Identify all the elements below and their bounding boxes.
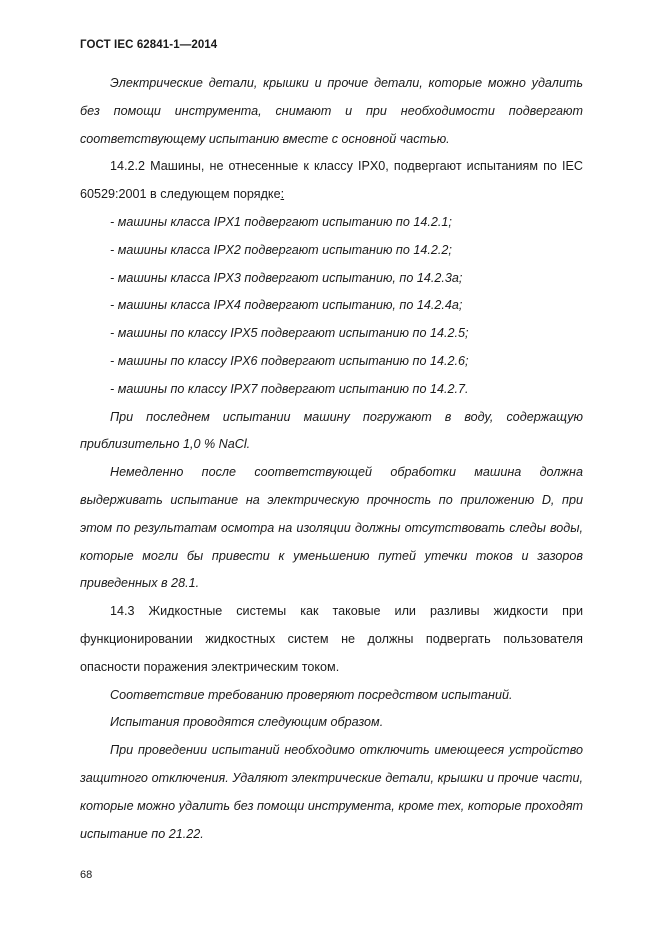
paragraph-test-procedure: При проведении испытаний необходимо отключить имеющееся устройство защитного отключения. Удаляют электрические детали, крышки и прочие части, которые можно удалить без помощи инструмента, кроме тех, которые проходят испытание по 21.22. <box>80 743 583 841</box>
paragraph-14-3: 14.3 Жидкостные системы как таковые или разливы жидкости при функционировании жидкостных систем не должны подвергать пользователя опасности поражения электрическим током. <box>80 604 583 674</box>
paragraph-immersion: При последнем испытании машину погружают в воду, содержащую приблизительно 1,0 % NaCl. <box>80 409 583 452</box>
list-item-ipx5: - машины по классу IPX5 подвергают испытанию по 14.2.5; <box>110 326 469 341</box>
standard-header: ГОСТ IEC 62841-1—2014 <box>80 39 218 51</box>
paragraph-removable-parts: Электрические детали, крышки и прочие детали, которые можно удалить без помощи инструмента, снимают и при необходимости подвергают соответствующему испытанию вместе с основной частью. <box>80 76 583 146</box>
list-item-ipx4: - машины класса IPX4 подвергают испытанию, по 14.2.4а; <box>110 298 463 313</box>
list-item-ipx2: - машины класса IPX2 подвергают испытанию по 14.2.2; <box>110 242 452 257</box>
list-item-ipx3: - машины класса IPX3 подвергают испытанию, по 14.2.3а; <box>110 270 463 285</box>
paragraph-compliance: Соответствие требованию проверяют посредством испытаний. <box>110 687 513 702</box>
list-item-ipx7: - машины по классу IPX7 подвергают испытанию по 14.2.7. <box>110 381 469 396</box>
page-number: 68 <box>80 869 93 881</box>
paragraph-14-2-2-colon: : <box>280 187 285 202</box>
list-item-ipx1: - машины класса IPX1 подвергают испытанию по 14.2.1; <box>110 214 452 229</box>
list-item-ipx6: - машины по классу IPX6 подвергают испытанию по 14.2.6; <box>110 353 469 368</box>
paragraph-test-method: Испытания проводятся следующим образом. <box>110 715 384 730</box>
paragraph-dielectric-test: Немедленно после соответствующей обработки машина должна выдерживать испытание на электрическую прочность по приложению D, при этом по результатам осмотра на изоляции должны отсутствовать следы воды, которые могли бы привести к уменьшению путей утечки токов и зазоров приведенных в 28.1. <box>80 465 583 591</box>
paragraph-14-2-2-text: 14.2.2 Машины, не отнесенные к классу IPX0, подвергают испытаниям по IEC 60529:2001 в следующем порядке <box>80 159 583 202</box>
body-text <box>80 70 583 848</box>
paragraph-14-2-2 <box>80 153 583 209</box>
